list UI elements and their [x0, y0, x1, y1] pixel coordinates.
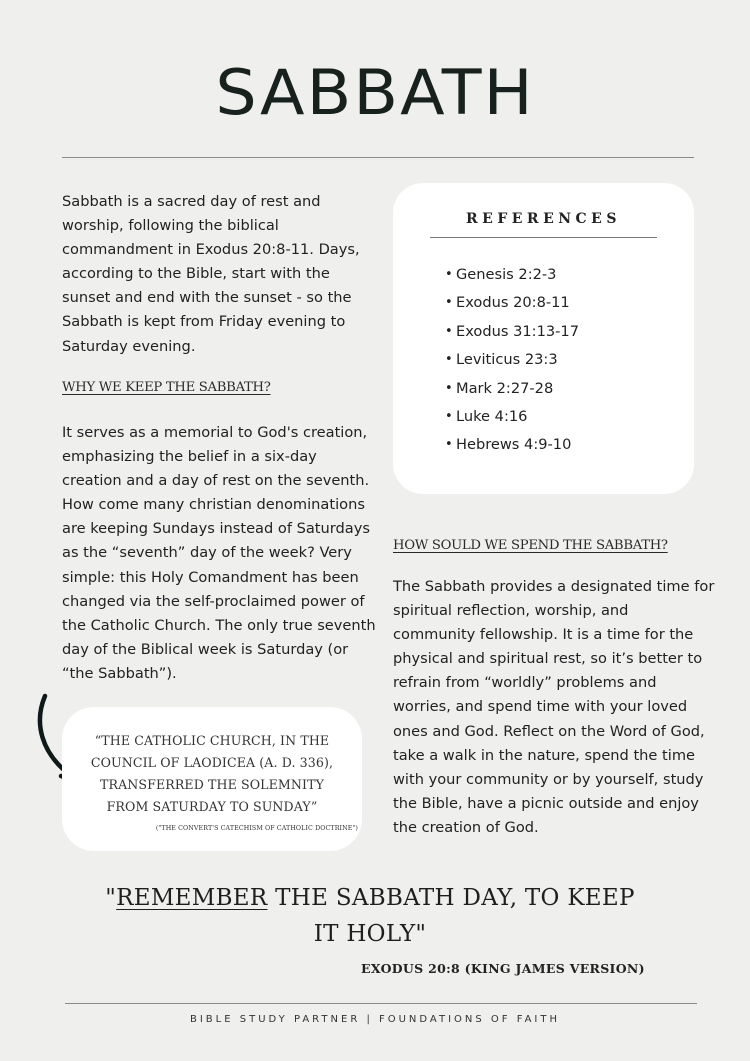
verse-emphasis: REMEMBER — [116, 885, 268, 911]
references-list — [445, 261, 579, 460]
reference-item: • Exodus 20:8-11 — [445, 289, 579, 317]
verse-quote — [100, 880, 640, 952]
why-paragraph: It serves as a memorial to God's creation, emphasizing the belief in a six-day creation and a day of rest on the seventh. How come many christian denominations are keeping Sundays instead of Saturdays as the “seventh” day of the week? Very simple: this Holy Comandment has been changed via the self-proclaimed power of the Catholic Church. The only true seventh day of the Biblical week is Saturday (or “the Sabbath”). — [62, 424, 376, 682]
references-title: REFERENCES — [466, 211, 621, 227]
reference-item: • Luke 4:16 — [445, 403, 579, 431]
why-heading: WHY WE KEEP THE SABBATH? — [62, 380, 271, 395]
bottom-divider — [65, 1003, 697, 1004]
references-card — [393, 183, 694, 494]
verse-open-quote: " — [105, 885, 117, 911]
reference-item: • Hebrews 4:9-10 — [445, 431, 579, 459]
reference-item: • Genesis 2:2-3 — [445, 261, 579, 289]
verse-citation: EXODUS 20:8 (KING JAMES VERSION) — [361, 961, 645, 976]
top-divider — [62, 157, 694, 158]
spend-paragraph: The Sabbath provides a designated time for spiritual reflection, worship, and community fellowship. It is a time for the physical and spiritual rest, so it’s better to refrain from “worldly” problems and worries, and spend time with your loved ones and God. Reflect on the Word of God, take a walk in the nature, spend the time with your community or by yourself, study the Bible, have a picnic outside and enjoy the creation of God. — [393, 578, 715, 836]
catholic-quote-card — [62, 707, 362, 851]
reference-item: • Mark 2:27-28 — [445, 375, 579, 403]
intro-paragraph: Sabbath is a sacred day of rest and worship, following the biblical commandment in Exodus 20:8-11. Days, according to the Bible, start with the sunset and end with the sunset - so the Sabbath is kept from Friday evening to Saturday evening. — [62, 193, 360, 355]
footer-text: BIBLE STUDY PARTNER | FOUNDATIONS OF FAITH — [190, 1014, 560, 1025]
catholic-quote-source: ("THE CONVERT'S CATECHISM OF CATHOLIC DOCTRINE") — [155, 825, 358, 832]
verse-rest: THE SABBATH DAY, TO KEEP IT HOLY" — [267, 885, 635, 947]
reference-item: • Exodus 31:13-17 — [445, 318, 579, 346]
spend-heading: HOW SOULD WE SPEND THE SABBATH? — [393, 538, 668, 553]
page-title: SABBATH — [215, 56, 535, 129]
reference-item: • Leviticus 23:3 — [445, 346, 579, 374]
catholic-quote-text: “THE CATHOLIC CHURCH, IN THE COUNCIL OF LAODICEA (A. D. 336), TRANSFERRED THE SOLEMNITY FROM SATURDAY TO SUNDAY” — [90, 733, 334, 814]
references-divider — [430, 237, 657, 238]
